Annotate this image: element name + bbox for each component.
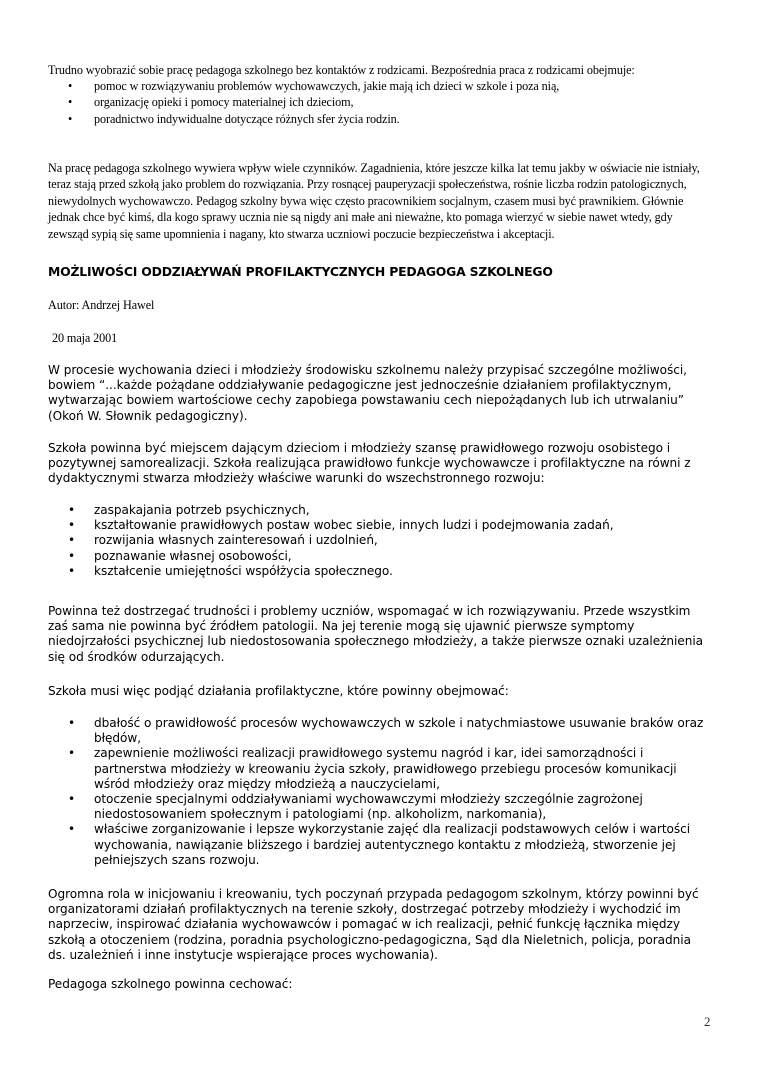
list-item-text: poznawanie własnej osobowości, bbox=[94, 548, 292, 563]
list-item bbox=[48, 564, 712, 579]
bullet-icon: • bbox=[68, 716, 76, 730]
page-number: 2 bbox=[704, 1014, 711, 1029]
list-item bbox=[48, 746, 712, 792]
parent-work-list bbox=[48, 78, 712, 127]
bullet-icon: • bbox=[68, 111, 73, 126]
body-paragraph-3: Powinna też dostrzegać trudności i problemy uczniów, wspomagać w ich rozwiązywaniu. Przede wszystkim zaś sama nie powinna być źródłem patologii. Na jej terenie mogą się ujawnić pierwsze symptomy niedojrzałości psychicznej lub niedostosowania społecznego młodzieży, a także pierwsze oznaki uzależnienia się od środków odurzających. bbox=[48, 604, 703, 664]
body-paragraph-4: Szkoła musi więc podjąć działania profilaktyczne, które powinny obejmować: bbox=[48, 684, 509, 698]
list-item bbox=[48, 792, 712, 822]
list-item bbox=[48, 503, 712, 518]
body-paragraph-1: W procesie wychowania dzieci i młodzieży środowisku szkolnemu należy przypisać szczególne możliwości, bowiem “...każde pożądane oddziaływanie pedagogiczne jest jednocześnie działaniem profilaktycznym, wytwarzając bowiem wartościowe cechy zapobiega powstawaniu cech niepożądanych lub ich utrwalaniu” (Okoń W. Słownik pedagogiczny). bbox=[48, 363, 687, 423]
date-line: 20 maja 2001 bbox=[52, 331, 118, 345]
list-item-text: pomoc w rozwiązywaniu problemów wychowawczych, jakie mają ich dzieci w szkole i poza nią, bbox=[94, 79, 560, 93]
list-item bbox=[48, 716, 712, 746]
list-item bbox=[48, 111, 712, 127]
list-item-text: kształtowanie prawidłowych postaw wobec siebie, innych ludzi i podejmowania zadań, bbox=[94, 518, 614, 533]
factors-paragraph: Na pracę pedagoga szkolnego wywiera wpływ wiele czynników. Zagadnienia, które jeszcze kilka lat temu jakby w oświacie nie istniały, teraz stają przed szkołą jako problem do rozwiązania. Przy rosnącej pauperyzacji społeczeństwa, rośnie liczba rodzin patologicznych, niewydolnych wychowawczo. Pedagog szkolny bywa więc często pracownikiem socjalnym, czasem musi być prawnikiem. Głównie jednak chce być kimś, dla kogo sprawy ucznia nie są nigdy ani małe ani nieważne, kto pomaga wierzyć w siebie nawet wtedy, gdy zewsząd sypią się same upomnienia i nagany, kto stwarza uczniowi poczucie bezpieczeństwa i akceptacji. bbox=[48, 161, 700, 241]
bullet-icon: • bbox=[68, 79, 73, 93]
development-conditions-list bbox=[48, 503, 712, 579]
bullet-icon: • bbox=[68, 518, 76, 533]
prevention-actions-list bbox=[48, 716, 712, 868]
bullet-icon: • bbox=[68, 533, 76, 548]
list-item bbox=[48, 78, 712, 94]
list-item bbox=[48, 822, 712, 868]
list-item-text: otoczenie specjalnymi oddziaływaniami wychowawczymi młodzieży szczególnie zagrożonej niedostosowaniem społecznym i patologiami (np. alkoholizm, narkomania), bbox=[94, 792, 643, 822]
list-item-text: poradnictwo indywidualne dotyczące różnych sfer życia rodzin. bbox=[94, 111, 400, 126]
bullet-icon: • bbox=[68, 503, 76, 517]
bullet-icon: • bbox=[68, 95, 73, 110]
bullet-icon: • bbox=[68, 822, 76, 837]
bullet-icon: • bbox=[68, 746, 76, 761]
list-item bbox=[48, 549, 712, 564]
list-item-text: organizację opieki i pomocy materialnej ich dzieciom, bbox=[94, 95, 354, 110]
list-item bbox=[48, 533, 712, 548]
list-item-text: zaspakajania potrzeb psychicznych, bbox=[94, 503, 310, 517]
section-title: MOŻLIWOŚCI ODDZIAŁYWAŃ PROFILAKTYCZNYCH PEDAGOGA SZKOLNEGO bbox=[48, 264, 553, 279]
list-item bbox=[48, 94, 712, 110]
list-item-text: kształcenie umiejętności współżycia społecznego. bbox=[94, 563, 393, 578]
list-item-text: zapewnienie możliwości realizacji prawidłowego systemu nagród i kar, idei samorządności i partnerstwa młodzieży w kreowaniu życia szkoły, prawidłowego przebiegu procesów komunikacji wśród młodzieży oraz między młodzieżą a nauczycielami, bbox=[94, 746, 677, 791]
bullet-icon: • bbox=[68, 548, 76, 563]
author-line: Autor: Andrzej Hawel bbox=[48, 298, 155, 312]
bullet-icon: • bbox=[68, 792, 76, 807]
body-paragraph-5: Ogromna rola w inicjowaniu i kreowaniu, tych poczynań przypada pedagogom szkolnym, którzy powinni być organizatorami działań profilaktycznych na terenie szkoły, dostrzegać potrzeby młodzieży i wychodzić im naprzeciw, inspirować działania wychowawców i pomagać w ich realizacji, pełnić funkcję łącznika między szkołą a otoczeniem (rodzina, poradnia psychologiczno-pedagogiczna, Sąd dla Nieletnich, policja, poradnia ds. uzależnień i inne instytucje wspierające proces wychowania). bbox=[48, 887, 699, 962]
list-item-text: właściwe zorganizowanie i lepsze wykorzystanie zajęć dla realizacji podstawowych celów i wartości wychowania, nawiązanie bliższego i bardziej autentycznego kontaktu z młodzieżą, stworzenie jej pełniejszych szans rozwoju. bbox=[94, 822, 691, 867]
bullet-icon: • bbox=[68, 563, 76, 578]
intro-paragraph: Trudno wyobrazić sobie pracę pedagoga szkolnego bez kontaktów z rodzicami. Bezpośrednia praca z rodzicami obejmuje: bbox=[48, 63, 635, 77]
list-item bbox=[48, 518, 712, 533]
list-item-text: rozwijania własnych zainteresowań i uzdolnień, bbox=[94, 533, 378, 548]
body-paragraph-6: Pedagoga szkolnego powinna cechować: bbox=[48, 977, 293, 991]
list-item-text: dbałość o prawidłowość procesów wychowawczych w szkole i natychmiastowe usuwanie braków oraz błędów, bbox=[94, 716, 704, 746]
body-paragraph-2: Szkoła powinna być miejscem dającym dzieciom i młodzieży szansę prawidłowego rozwoju osobistego i pozytywnej samorealizacji. Szkoła realizująca prawidłowo funkcje wychowawcze i profilaktyczne na równi z dydaktycznymi stwarza młodzieży właściwe warunki do wszechstronnego rozwoju: bbox=[48, 441, 691, 486]
